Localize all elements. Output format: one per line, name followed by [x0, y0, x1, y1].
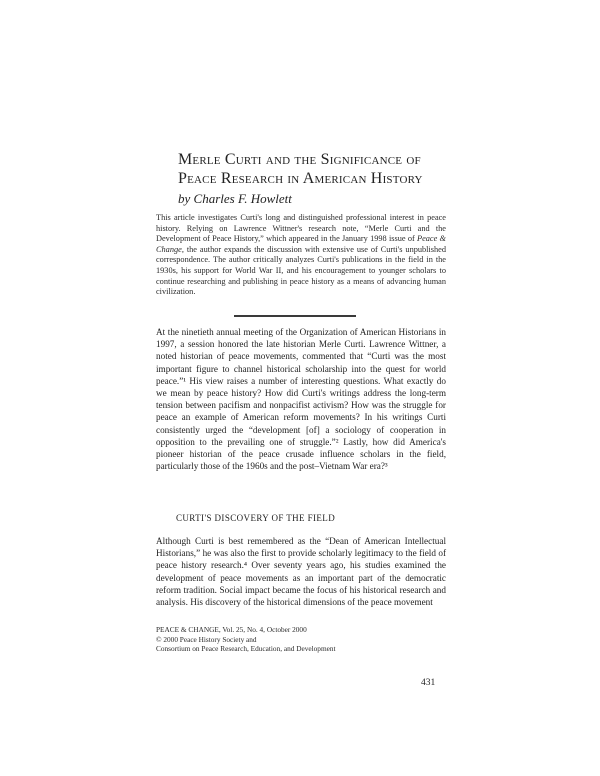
abstract-text-end: , the author expands the discussion with extensive use of Curti's unpublished correspondence. The author critically analyzes Curti's publications in the field in the 1930s, his support for World War II, and his encouragement to younger scholars to continue researching and publishing in peace history as a means of advancing human civilization. — [156, 244, 446, 297]
section-heading: CURTI'S DISCOVERY OF THE FIELD — [176, 513, 336, 523]
body-paragraph-2: Although Curti is best remembered as the “Dean of American Intellectual Historians,” he was also the first to provide scholarly legitimacy to the field of peace history research.⁴ Over seventy years ago, his studies examined the development of peace movements as an important part of the democratic reform tradition. Social impact became the focus of his historical research and analysis. His discovery of the historical dimensions of the peace movement — [156, 536, 446, 608]
abstract-text-start: This article investigates Curti's long and distinguished professional interest in peace history. Relying on Lawrence Wittner's research note, “Merle Curti and the Development of Peace History,” which appeared in the January 1998 issue of — [156, 213, 446, 244]
abstract — [156, 213, 446, 298]
section-divider — [234, 315, 356, 317]
copyright-line: © 2000 Peace History Society and — [156, 634, 257, 644]
body-paragraph-1: At the ninetieth annual meeting of the Organization of American Historians in 1997, a session honored the late historian Merle Curti. Lawrence Wittner, a noted historian of peace movements, commented that “Curti was the most important figure to channel historical scholarship into the quest for world peace.”¹ His view raises a number of interesting questions. What exactly do we mean by peace history? How did Curti's writings address the long-term tension between pacifism and nonpacifist activism? How was the struggle for peace an example of American reform movements? In his writings Curti consistently urged the “development [of] a sociology of cooperation in opposition to the prevailing one of struggle.”² Lastly, how did America's pioneer historian of the peace crusade influence scholars in the field, particularly those of the 1960s and the post–Vietnam War era?³ — [156, 327, 446, 472]
article-byline: by Charles F. Howlett — [178, 191, 292, 206]
page-number: 431 — [421, 678, 436, 688]
journal-citation: PEACE & CHANGE, Vol. 25, No. 4, October 2000 — [156, 625, 307, 634]
journal-citation-footer — [156, 625, 336, 654]
abstract-journal-title: Peace & Change — [156, 234, 446, 254]
article-title-line-1: Merle Curti and the Significance of — [178, 151, 421, 168]
article-header — [178, 150, 478, 207]
publisher-line: Consortium on Peace Research, Education, and Development — [156, 644, 336, 654]
article-title-line-2: Peace Research in American History — [178, 170, 423, 187]
